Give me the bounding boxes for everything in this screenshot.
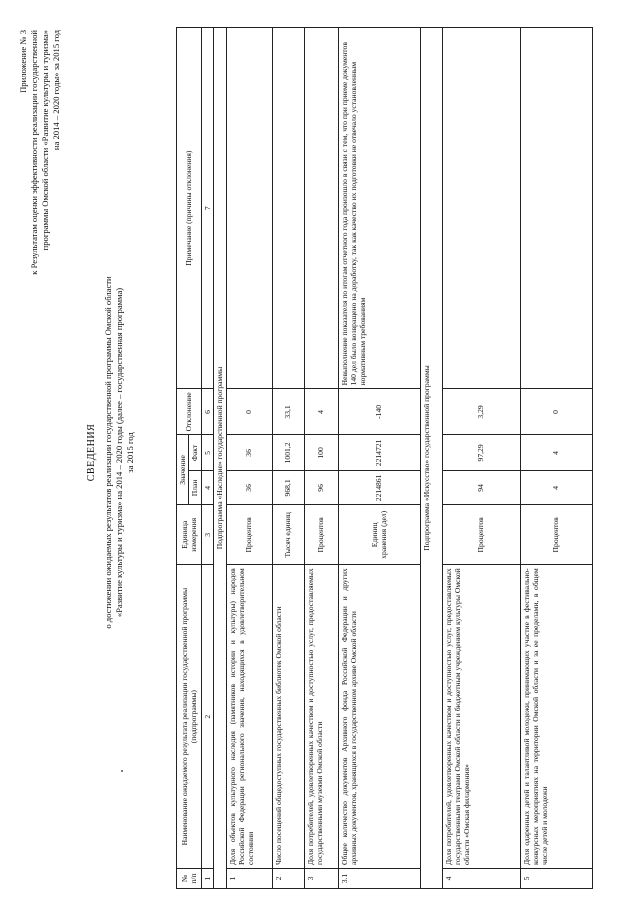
row-fact: 4 — [520, 435, 592, 471]
row-num: 5 — [520, 869, 592, 889]
document-heading — [86, 0, 136, 905]
row-unit: Процентов — [442, 505, 520, 565]
row-note — [226, 28, 272, 389]
header-value: Значение — [177, 435, 189, 505]
column-number: 2 — [201, 565, 213, 869]
column-number: 7 — [201, 28, 213, 389]
column-number: 6 — [201, 389, 213, 435]
appendix-block — [18, 30, 62, 450]
header-num: № п/п — [177, 869, 202, 889]
column-number: 5 — [201, 435, 213, 471]
header-plan: План — [189, 471, 201, 505]
column-number: 3 — [201, 505, 213, 565]
row-num: 3.1 — [338, 869, 420, 889]
row-name: Доля объектов культурного наследия (памятников истории и культуры) народов Российской Федерации регионального значения, находящихся в удовлетворительном состоянии — [226, 565, 272, 869]
row-note: Невыполнение показателя по итогам отчетного года произошло в связи с тем, что при приеме документов 140 дел было возвращено на доработку, так как качество их подготовки не отвечало установленным нормативным требованиям — [338, 28, 420, 389]
header-note: Примечание (причины отклонения) — [177, 28, 202, 389]
row-plan: 4 — [520, 471, 592, 505]
row-plan: 94 — [442, 471, 520, 505]
row-note — [442, 28, 520, 389]
table-row — [442, 28, 520, 889]
row-fact: 100 — [304, 435, 338, 471]
row-num: 1 — [226, 869, 272, 889]
row-fact: 1001,2 — [272, 435, 304, 471]
table-header-row — [177, 28, 189, 889]
row-num: 3 — [304, 869, 338, 889]
row-unit: Процентов — [520, 505, 592, 565]
document-title: СВЕДЕНИЯ — [86, 423, 97, 482]
row-name: Общее количество документов Архивного фонда Российской Федерации и других архивных документов, хранящихся в государственном архиве Омской области — [338, 565, 420, 869]
table-row — [272, 28, 304, 889]
row-name: Доля одаренных детей и талантливой молодежи, принимающих участие в фестивально-конкурсных мероприятиях на территории Омской области и за ее пределами, в общем числе детей и молодежи — [520, 565, 592, 869]
row-note — [272, 28, 304, 389]
header-unit: Единица измерения — [177, 505, 202, 565]
row-unit: Единиц хранения (дел) — [338, 505, 420, 565]
row-note — [304, 28, 338, 389]
row-unit: Процентов — [226, 505, 272, 565]
results-table — [176, 27, 593, 889]
table-row — [338, 28, 420, 889]
document-period: за 2015 год — [125, 432, 135, 473]
header-deviation: Отклонение — [177, 389, 202, 435]
table-row — [304, 28, 338, 889]
row-fact: 97,29 — [442, 435, 520, 471]
subprogram-heading: Подпрограмма «Наследие» государственной программы — [214, 28, 226, 889]
row-unit: Процентов — [304, 505, 338, 565]
row-name: Доля потребителей, удовлетворенных качеством и доступностью услуг, предоставляемых государственными музеями Омской области — [304, 565, 338, 869]
row-plan: 968,1 — [272, 471, 304, 505]
subprogram-row — [214, 28, 226, 889]
row-deviation: 33,1 — [272, 389, 304, 435]
row-plan: 96 — [304, 471, 338, 505]
table-row — [226, 28, 272, 889]
appendix-number: Приложение № 3 — [18, 30, 28, 93]
row-deviation: 0 — [520, 389, 592, 435]
row-deviation: -140 — [338, 389, 420, 435]
row-plan: 36 — [226, 471, 272, 505]
document-subtitle-line: «Развитие культуры и туризма» на 2014 – 2020 годы (далее – государственная программа) — [114, 287, 124, 618]
appendix-line: программы Омской области «Развитие культуры и туризма» — [40, 30, 50, 251]
row-name: Число посещений общедоступных государственных библиотек Омской области — [272, 565, 304, 869]
header-fact: Факт — [189, 435, 201, 471]
subprogram-row — [420, 28, 442, 889]
header-name: Наименование ожидаемого результата реализации государственной программы (подпрограммы) — [177, 565, 202, 869]
column-number: 1 — [201, 869, 213, 889]
document-subtitle-line: о достижении ожидаемых результатов реализации государственной программы Омской области — [103, 276, 113, 629]
subprogram-heading: Подпрограмма «Искусство» государственной программы — [420, 28, 442, 889]
row-deviation: 0 — [226, 389, 272, 435]
row-deviation: 4 — [304, 389, 338, 435]
appendix-line: к Результатам оценки эффективности реализации государственной — [29, 30, 39, 275]
row-deviation: 3,29 — [442, 389, 520, 435]
column-number: 4 — [201, 471, 213, 505]
row-plan: 2214861 — [338, 471, 420, 505]
row-fact: 36 — [226, 435, 272, 471]
row-unit: Тысяч единиц — [272, 505, 304, 565]
row-fact: 2214721 — [338, 435, 420, 471]
row-name: Доля потребителей, удовлетворенных качеством и доступностью услуг, предоставляемых государственными театрами Омской области и бюджетным учреждением культуры Омской области «Омская филармония» — [442, 565, 520, 869]
table-row — [520, 28, 592, 889]
row-note — [520, 28, 592, 389]
row-num: 4 — [442, 869, 520, 889]
appendix-line: на 2014 – 2020 годы» за 2015 год — [51, 30, 61, 151]
column-number-row — [201, 28, 213, 889]
row-num: 2 — [272, 869, 304, 889]
